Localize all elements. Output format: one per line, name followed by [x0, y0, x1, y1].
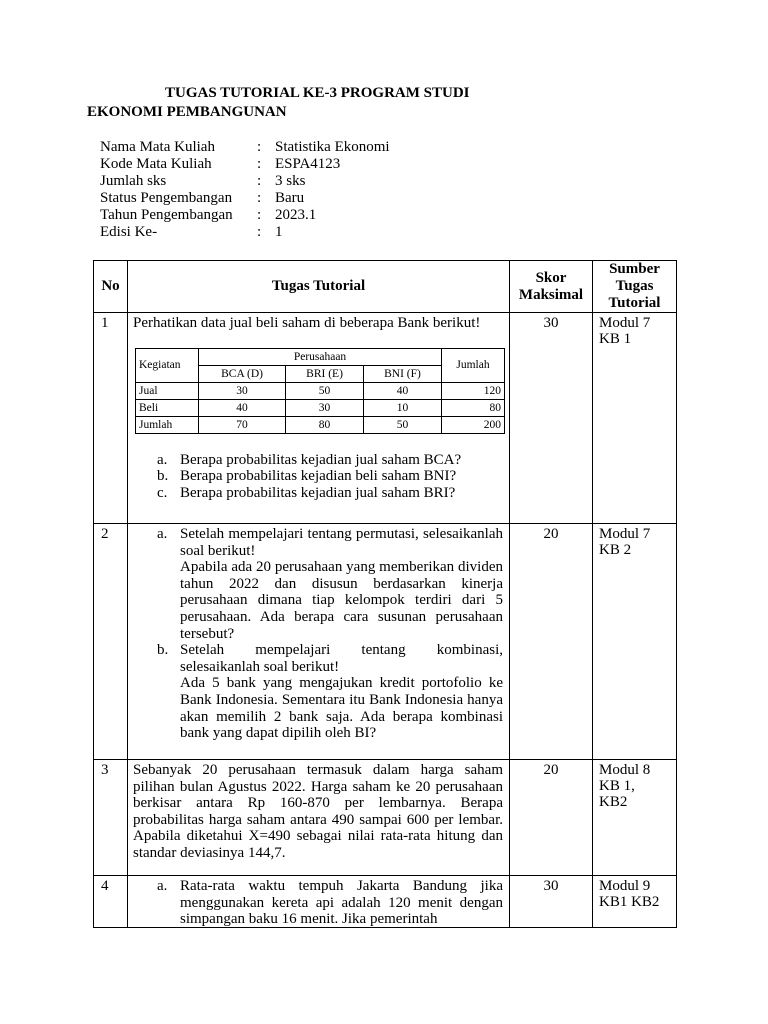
question-item: [133, 878, 503, 927]
table-row: [94, 524, 677, 760]
data-cell: 200: [442, 416, 505, 433]
question-lead: Setelah mempelajari tentang kombinasi, selesaikanlah soal berikut!: [180, 642, 503, 675]
header-source-line2: Tugas: [615, 278, 654, 294]
row-number: 1: [94, 313, 128, 524]
data-cell: 10: [364, 399, 442, 416]
task-clip: [133, 878, 503, 927]
info-value: 2023.1: [275, 207, 317, 223]
source-cell: [593, 524, 677, 760]
question-item: [133, 526, 503, 642]
data-col-bca: BCA (D): [199, 365, 286, 382]
header-score-line2: Maksimal: [518, 286, 584, 303]
header-task: Tugas Tutorial: [128, 261, 510, 313]
question-list: [133, 878, 503, 927]
info-value: 1: [275, 224, 283, 240]
info-colon: :: [257, 173, 262, 189]
question-item: [133, 468, 503, 485]
question-item: [133, 485, 503, 502]
task-cell: [128, 876, 510, 928]
info-colon: :: [257, 207, 262, 223]
data-row-label: Beli: [136, 399, 199, 416]
data-row-label: Jual: [136, 382, 199, 399]
row-number: 2: [94, 524, 128, 760]
info-value: Baru: [275, 190, 305, 206]
info-value: ESPA4123: [275, 156, 341, 172]
source-kb-2: KB2: [599, 794, 628, 810]
question-marker: a.: [157, 878, 168, 894]
info-colon: :: [257, 224, 262, 240]
question-body: Apabila ada 20 perusahaan yang memberikan dividen tahun 2022 dan disusun berdasarkan kinerja perusahaan dimana tiap kelompok terdiri dari 5 perusahaan. Ada berapa cara susunan perusahaan tersebut?: [180, 559, 503, 642]
source-kb: KB 2: [599, 542, 632, 558]
max-score: 20: [510, 524, 593, 760]
data-cell: 40: [199, 399, 286, 416]
question-list: [133, 452, 503, 502]
info-key: Kode Mata Kuliah: [100, 156, 212, 172]
info-key: Jumlah sks: [100, 173, 167, 189]
header-score-line1: Skor: [535, 269, 567, 286]
table-row: [94, 760, 677, 876]
data-row: [136, 399, 505, 416]
table-row: [94, 313, 677, 524]
source-module: Modul 7: [599, 315, 651, 331]
data-row: [136, 416, 505, 433]
task-text: Sebanyak 20 perusahaan termasuk dalam harga saham pilihan bulan Agustus 2022. Harga saham ke 20 perusahaan berkisar antara Rp 160-870 per lembarnya. Berapa probabilitas harga saham antara 490 sampai 600 per lembar. Apabila diketahui X=490 sebagai nilai rata-rata hitung dan standar deviasinya 144,7.: [128, 760, 510, 876]
header-source: [593, 261, 677, 313]
data-header-jumlah: Jumlah: [442, 348, 505, 382]
task-cell: [128, 313, 510, 524]
question-marker: b.: [157, 642, 169, 659]
question-lead: Setelah mempelajari tentang permutasi, selesaikanlah soal berikut!: [180, 526, 503, 559]
info-colon: :: [257, 156, 262, 172]
data-cell: 30: [199, 382, 286, 399]
data-cell: 70: [199, 416, 286, 433]
data-cell: 30: [286, 399, 364, 416]
source-kb: KB 1,: [599, 778, 635, 794]
info-row: [100, 139, 390, 156]
data-header-kegiatan: Kegiatan: [136, 348, 199, 382]
data-header-perusahaan: Perusahaan: [199, 348, 442, 365]
document-title-line-1: TUGAS TUTORIAL KE-3 PROGRAM STUDI: [165, 85, 470, 101]
info-colon: :: [257, 190, 262, 206]
data-cell: 40: [364, 382, 442, 399]
data-cell: 120: [442, 382, 505, 399]
info-key: Nama Mata Kuliah: [100, 139, 215, 155]
source-cell: [593, 760, 677, 876]
source-module: Modul 8: [599, 762, 651, 778]
source-module: Modul 7: [599, 526, 651, 542]
question-text: Berapa probabilitas kejadian beli saham BNI?: [180, 468, 457, 485]
info-row: [100, 173, 390, 190]
task-cell: [128, 524, 510, 760]
info-row: [100, 190, 390, 207]
data-cell: 80: [286, 416, 364, 433]
info-colon: :: [257, 139, 262, 155]
info-row: [100, 207, 390, 224]
question-text: Rata-rata waktu tempuh Jakarta Bandung jika menggunakan kereta api adalah 120 menit dengan simpangan baku 16 menit. Jika pemerintah: [180, 878, 503, 927]
header-no: No: [94, 261, 128, 313]
data-row: [136, 382, 505, 399]
question-marker: b.: [157, 468, 169, 485]
source-module: Modul 9: [599, 878, 651, 894]
row-number: 4: [94, 876, 128, 928]
data-cell: 50: [364, 416, 442, 433]
max-score: 20: [510, 760, 593, 876]
question-text: Berapa probabilitas kejadian jual saham BRI?: [180, 484, 456, 501]
question-item: [133, 452, 503, 469]
table-row: [94, 876, 677, 928]
info-value: 3 sks: [275, 173, 306, 189]
data-col-bri: BRI (E): [286, 365, 364, 382]
question-marker: c.: [157, 484, 168, 501]
data-row-label: Jumlah: [136, 416, 199, 433]
question-body: Ada 5 bank yang mengajukan kredit portofolio ke Bank Indonesia. Sementara itu Bank Indonesia hanya akan memilih 2 bank saja. Ada berapa kombinasi bank yang dapat dipilih oleh BI?: [180, 675, 503, 742]
source-kb: KB1 KB2: [599, 894, 660, 910]
source-cell: [593, 313, 677, 524]
info-key: Edisi Ke-: [100, 224, 158, 240]
info-row: [100, 224, 390, 241]
data-cell: 50: [286, 382, 364, 399]
info-value: Statistika Ekonomi: [275, 139, 390, 155]
question-marker: a.: [157, 451, 168, 468]
source-kb: KB 1: [599, 331, 632, 347]
document-title-line-2: EKONOMI PEMBANGUNAN: [87, 104, 287, 120]
info-key: Tahun Pengembangan: [100, 207, 233, 223]
stock-data-table: [135, 348, 505, 434]
row-number: 3: [94, 760, 128, 876]
task-intro: Perhatikan data jual beli saham di beberapa Bank berikut!: [133, 315, 481, 331]
header-score: [510, 261, 593, 313]
info-row: [100, 156, 390, 173]
max-score: 30: [510, 313, 593, 524]
tutorial-task-table: [93, 260, 677, 928]
question-marker: a.: [157, 526, 168, 542]
course-info-table: [100, 139, 390, 241]
question-list: [133, 526, 503, 742]
max-score: 30: [510, 876, 593, 928]
header-source-line1: Sumber: [609, 261, 660, 277]
question-item: [133, 642, 503, 742]
question-text: Berapa probabilitas kejadian jual saham BCA?: [180, 451, 462, 468]
data-cell: 80: [442, 399, 505, 416]
data-col-bni: BNI (F): [364, 365, 442, 382]
info-key: Status Pengembangan: [100, 190, 233, 206]
header-source-line3: Tutorial: [608, 295, 661, 311]
data-table-header-row: [136, 348, 505, 365]
table-header-row: [94, 261, 677, 313]
source-cell: [593, 876, 677, 928]
